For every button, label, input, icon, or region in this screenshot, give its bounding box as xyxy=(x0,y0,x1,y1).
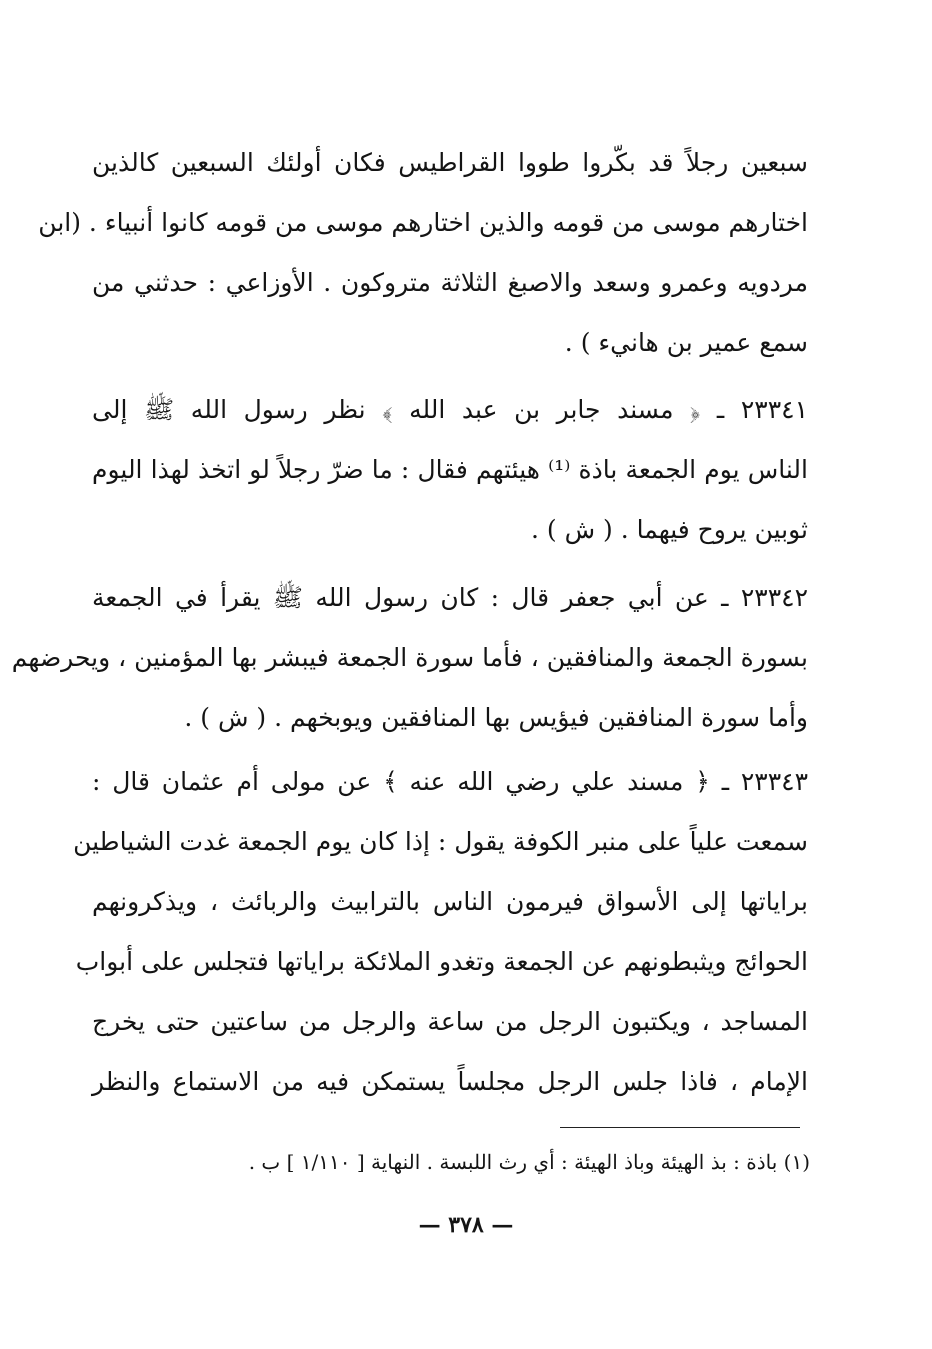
text-line: سبعين رجلاً قد بكّروا طووا القراطيس فكان أولئك السبعين كالذين xyxy=(92,148,808,177)
text-line: ٢٣٣٤١ ـ ﴿ مسند جابر بن عبد الله ﴾ نظر رسول الله ﷺ إلى xyxy=(92,395,808,424)
hadith-23341 xyxy=(92,380,808,560)
text-line: ٢٣٣٤٣ ـ ﴿ مسند علي رضي الله عنه ﴾ عن مولى أم عثمان قال : xyxy=(92,767,808,796)
text-line: اختارهم موسى من قومه والذين اختارهم موسى من قومه كانوا أنبياء . (ابن xyxy=(38,208,808,237)
text-line: الناس يوم الجمعة باذة ⁽¹⁾ هيئتهم فقال : ما ضرّ رجلاً لو اتخذ لهذا اليوم xyxy=(92,455,808,484)
paragraph-continuation xyxy=(38,133,808,373)
text-line: سمعت علياً على منبر الكوفة يقول : إذا كان يوم الجمعة غدت الشياطين xyxy=(73,827,808,856)
text-line: براياتها إلى الأسواق فيرمون الناس بالترابيث والربائث ، ويذكرونهم xyxy=(92,887,808,916)
text-line: الحوائج ويثبطونهم عن الجمعة وتغدو الملائكة براياتها فتجلس على أبواب xyxy=(75,947,808,976)
text-line: سمع عمير بن هانيء ) . xyxy=(564,328,808,357)
text-line: مردويه وعمرو وسعد والاصبغ الثلاثة متروكون . الأوزاعي : حدثني من xyxy=(92,268,808,297)
text-line: المساجد ، ويكتبون الرجل من ساعة والرجل من ساعتين حتى يخرج xyxy=(92,1007,808,1036)
text-line: ثوبين يروح فيهما . ( ش ) . xyxy=(530,515,808,544)
hadith-23343 xyxy=(73,752,808,1112)
text-line: ٢٣٣٤٢ ـ عن أبي جعفر قال : كان رسول الله ﷺ يقرأ في الجمعة xyxy=(92,583,808,612)
page-number: — ٣٧٨ — xyxy=(418,1212,514,1238)
footnote-divider xyxy=(560,1127,800,1128)
text-line: وأما سورة المنافقين فيؤيس بها المنافقين ويوبخهم . ( ش ) . xyxy=(184,703,808,732)
footnote: (١) باذة : بذ الهيئة وباذ الهيئة : أي رث اللبسة . النهاية [ ١/١١٠ ] ب . xyxy=(248,1150,810,1174)
text-line: الإمام ، فاذا جلس الرجل مجلساً يستمكن فيه من الاستماع والنظر xyxy=(92,1067,808,1096)
hadith-23342 xyxy=(11,568,808,748)
text-line: بسورة الجمعة والمنافقين ، فأما سورة الجمعة فيبشر بها المؤمنين ، ويحرضهم xyxy=(11,643,808,672)
